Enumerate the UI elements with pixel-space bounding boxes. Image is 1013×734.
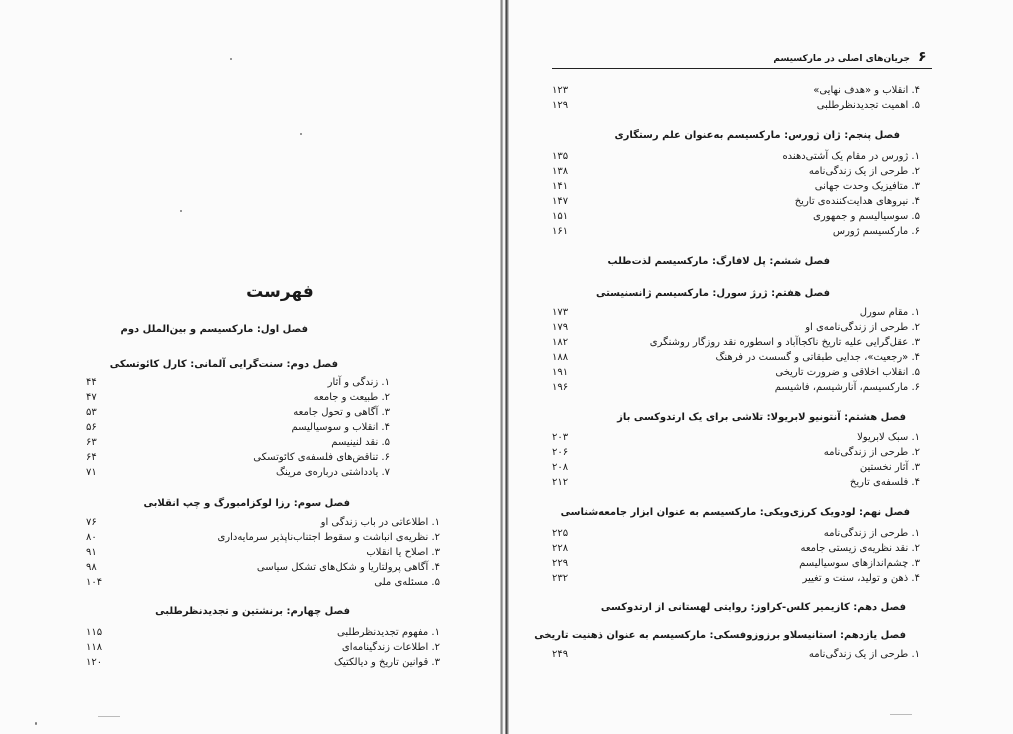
toc-page-number: ۵۶ — [86, 422, 97, 433]
toc-entry: ۲. اطلاعات زندگینامه‌ای — [341, 642, 440, 653]
toc-entry: ۴. انقلاب و سوسیالیسم — [291, 422, 390, 433]
toc-entry: ۳. عقل‌گرایی علیه تاریخ ناکجاآباد و اسطوره نقد روزگار روشنگری — [649, 337, 920, 348]
toc-entry: ۳. متافیزیک وحدت جهانی — [814, 181, 920, 192]
toc-page-number: ۱۴۱ — [552, 181, 569, 192]
toc-page-number: ۶۳ — [86, 437, 97, 448]
toc-page-number: ۱۲۹ — [552, 100, 569, 111]
toc-entry: ۳. قوانین تاریخ و دیالکتیک — [334, 657, 440, 668]
toc-entry: ۵. نقد لنینیسم — [331, 437, 390, 448]
toc-entry: ۵. انقلاب اخلاقی و ضرورت تاریخی — [775, 367, 920, 378]
running-head: جریان‌های اصلی در مارکسیسم — [773, 54, 910, 64]
toc-page-number: ۲۰۶ — [552, 447, 569, 458]
chapter-heading: فصل دوم: سنت‌گرایی آلمانی: کارل کائوتسکی — [109, 359, 338, 370]
toc-entry: ۳. آثار نخستین — [859, 462, 920, 473]
chapter-heading: فصل پنجم: ژان ژورس: مارکسیسم به‌عنوان علم رستگاری — [614, 130, 900, 141]
toc-page-number: ۱۲۳ — [552, 85, 569, 96]
toc-page-number: ۱۸۲ — [552, 337, 569, 348]
toc-page-number: ۱۱۵ — [86, 627, 103, 638]
scan-speck — [35, 722, 37, 725]
toc-page-number: ۸۰ — [86, 532, 97, 543]
toc-page-number: ۷۱ — [86, 467, 97, 478]
toc-entry: ۲. طرحی از زندگی‌نامه — [823, 447, 920, 458]
chapter-heading: فصل نهم: لودویک کرزی‌ویکی: مارکسیسم به عنوان ابزار جامعه‌شناسی — [560, 507, 910, 518]
toc-entry: ۶. مارکسیسم ژورس — [832, 226, 920, 237]
toc-page-number: ۱۸۸ — [552, 352, 569, 363]
toc-entry: ۳. آگاهی و تحول جامعه — [293, 407, 390, 418]
scan-speck — [300, 133, 302, 135]
toc-page-number: ۲۲۹ — [552, 558, 569, 569]
toc-entry: ۱. ژورس در مقام یک آشتی‌دهنده — [782, 151, 920, 162]
chapter-heading: فصل ششم: پل لافارگ: مارکسیسم لذت‌طلب — [607, 256, 830, 267]
toc-page-number: ۱۵۱ — [552, 211, 569, 222]
scan-mark — [890, 714, 912, 715]
toc-entry: ۴. نیروهای هدایت‌کننده‌ی تاریخ — [794, 196, 920, 207]
toc-entry: ۵. سوسیالیسم و جمهوری — [813, 211, 920, 222]
chapter-heading: فصل سوم: رزا لوکزامبورگ و چپ انقلابی — [143, 498, 350, 509]
toc-page-number: ۱۱۸ — [86, 642, 103, 653]
scan-speck — [180, 210, 182, 212]
toc-entry: ۴. انقلاب و «هدف نهایی» — [813, 85, 920, 96]
toc-page-number: ۱۴۷ — [552, 196, 569, 207]
page-number: ۶ — [918, 49, 927, 65]
toc-entry: ۲. طرحی از زندگی‌نامه‌ی او — [805, 322, 920, 333]
chapter-heading: فصل هفتم: ژرژ سورل: مارکسیسم ژانسنیستی — [595, 288, 830, 299]
scan-speck — [230, 58, 232, 60]
toc-entry: ۵. مسئله‌ی ملی — [374, 577, 440, 588]
toc-page-number: ۴۷ — [86, 392, 97, 403]
chapter-heading: فصل هشتم: آنتونیو لابریولا: تلاشی برای یک ارتدوکسی باز — [617, 412, 906, 423]
toc-entry: ۲. نظریه‌ی انباشت و سقوط اجتناب‌ناپذیر سرمایه‌داری — [217, 532, 440, 543]
toc-entry: ۱. طرحی از یک زندگی‌نامه — [808, 649, 920, 660]
toc-page-number: ۱۳۵ — [552, 151, 569, 162]
toc-page-number: ۵۳ — [86, 407, 97, 418]
toc-entry: ۱. مفهوم تجدیدنظرطلبی — [337, 627, 440, 638]
toc-entry: ۶. تناقض‌های فلسفه‌ی کائوتسکی — [253, 452, 390, 463]
chapter-heading: فصل یازدهم: استانیسلاو برزوزوفسکی: مارکسیسم به عنوان ذهنیت تاریخی — [534, 630, 906, 641]
toc-entry: ۲. طبیعت و جامعه — [313, 392, 390, 403]
toc-entry: ۱. طرحی از زندگی‌نامه — [823, 528, 920, 539]
toc-entry: ۷. یادداشتی درباره‌ی مرینگ — [276, 467, 390, 478]
toc-entry: ۲. نقد نظریه‌ی زیستی جامعه — [800, 543, 920, 554]
toc-entry: ۲. طرحی از یک زندگی‌نامه — [808, 166, 920, 177]
header-rule — [552, 68, 932, 69]
toc-page-number: ۱۹۱ — [552, 367, 569, 378]
toc-page-number: ۲۱۲ — [552, 477, 569, 488]
toc-page-number: ۲۲۵ — [552, 528, 569, 539]
toc-title: فهرست — [246, 282, 314, 302]
scan-mark — [98, 716, 120, 717]
toc-entry: ۶. مارکسیسم، آنارشیسم، فاشیسم — [774, 382, 920, 393]
chapter-heading: فصل دهم: کازیمیر کلس-کراوز: روایتی لهستانی از ارتدوکسی — [600, 602, 906, 613]
toc-entry: ۳. اصلاح یا انقلاب — [366, 547, 440, 558]
chapter-heading: فصل چهارم: برنشتین و تجدیدنظرطلبی — [155, 606, 350, 617]
toc-page-number: ۲۲۸ — [552, 543, 569, 554]
toc-entry: ۱. اطلاعاتی در باب زندگی او — [320, 517, 440, 528]
toc-entry: ۴. فلسفه‌ی تاریخ — [849, 477, 920, 488]
toc-page-number: ۱۲۰ — [86, 657, 103, 668]
toc-entry: ۴. «رجعیت»، جدایی طبقاتی و گسست در فرهنگ — [715, 352, 920, 363]
book-gutter — [500, 0, 509, 734]
toc-page-number: ۹۸ — [86, 562, 97, 573]
toc-entry: ۱. زندگی و آثار — [327, 377, 390, 388]
toc-page-number: ۷۶ — [86, 517, 97, 528]
toc-entry: ۱. مقام سورل — [859, 307, 920, 318]
toc-entry: ۵. اهمیت تجدیدنظرطلبی — [816, 100, 920, 111]
toc-page-number: ۲۰۳ — [552, 432, 569, 443]
toc-page-number: ۹۱ — [86, 547, 97, 558]
toc-entry: ۴. ذهن و تولید، سنت و تغییر — [802, 573, 920, 584]
toc-page-number: ۱۰۴ — [86, 577, 103, 588]
toc-page-number: ۱۳۸ — [552, 166, 569, 177]
toc-entry: ۳. چشم‌اندازهای سوسیالیسم — [799, 558, 920, 569]
toc-entry: ۱. سبک لابریولا — [857, 432, 920, 443]
toc-entry: ۴. آگاهی پرولتاریا و شکل‌های تشکل سیاسی — [256, 562, 440, 573]
toc-page-number: ۲۳۲ — [552, 573, 569, 584]
toc-page-number: ۲۰۸ — [552, 462, 569, 473]
toc-page-number: ۲۴۹ — [552, 649, 569, 660]
toc-page-number: ۱۹۶ — [552, 382, 569, 393]
toc-page-number: ۱۶۱ — [552, 226, 569, 237]
toc-page-number: ۶۴ — [86, 452, 97, 463]
toc-page-number: ۱۷۳ — [552, 307, 569, 318]
toc-page-number: ۴۴ — [86, 377, 97, 388]
chapter-heading: فصل اول: مارکسیسم و بین‌الملل دوم — [120, 324, 308, 335]
toc-page-number: ۱۷۹ — [552, 322, 569, 333]
